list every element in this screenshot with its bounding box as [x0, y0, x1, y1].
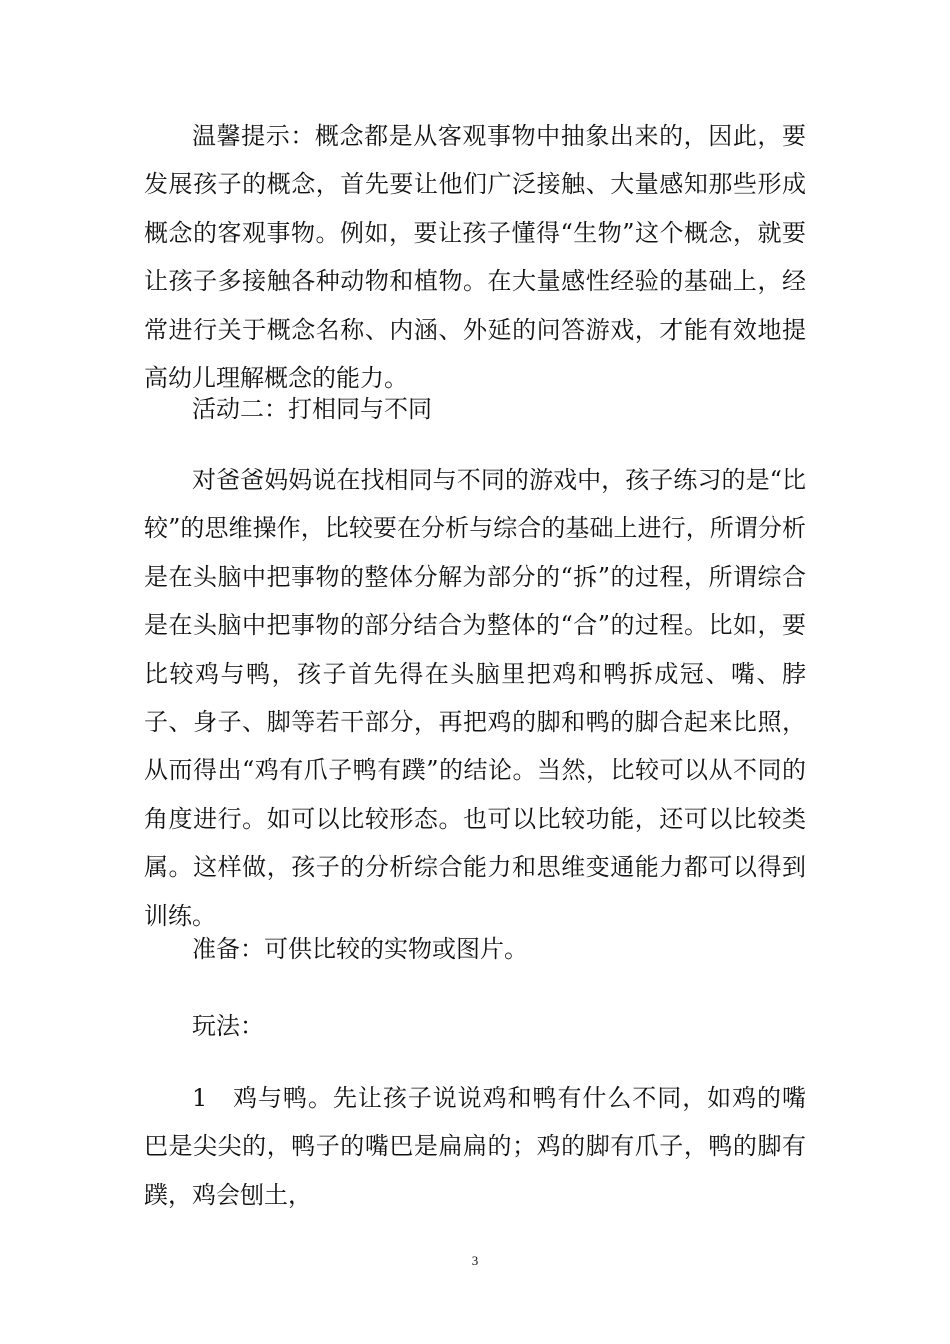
activity-heading: 活动二：打相同与不同: [192, 395, 432, 423]
step-one-paragraph: 1 鸡与鸭。先让孩子说说鸡和鸭有什么不同，如鸡的嘴巴是尖尖的，鸭子的嘴巴是扁扁的；鸡的脚有爪子，鸭的脚有蹼，鸡会刨土，: [144, 1084, 806, 1209]
parent-note-paragraph: 对爸爸妈妈说在找相同与不同的游戏中，孩子练习的是“比较”的思维操作，比较要在分析与综合的基础上进行，所谓分析是在头脑中把事物的整体分解为部分的“拆”的过程，所谓综合是在头脑中把事物的部分结合为整体的“合”的过程。比如，要比较鸡与鸭，孩子首先得在头脑里把鸡和鸭拆成冠、嘴、脖子、身子、脚等若干部分，再把鸡的脚和鸭的脚合起来比照，从而得出“鸡有爪子鸭有蹼”的结论。当然，比较可以从不同的角度进行。如可以比较形态。也可以比较功能，还可以比较类属。这样做，孩子的分析综合能力和思维变通能力都可以得到训练。: [144, 466, 806, 930]
how-to-play-heading: 玩法：: [192, 1012, 264, 1040]
preparation-paragraph: 准备：可供比较的实物或图片。: [192, 935, 528, 963]
page-number: 3: [471, 1253, 479, 1268]
tip-paragraph: 温馨提示：概念都是从客观事物中抽象出来的，因此，要发展孩子的概念，首先要让他们广泛接触、大量感知那些形成概念的客观事物。例如，要让孩子懂得“生物”这个概念，就要让孩子多接触各种动物和植物。在大量感性经验的基础上，经常进行关于概念名称、内涵、外延的问答游戏，才能有效地提高幼儿理解概念的能力。: [144, 122, 806, 393]
